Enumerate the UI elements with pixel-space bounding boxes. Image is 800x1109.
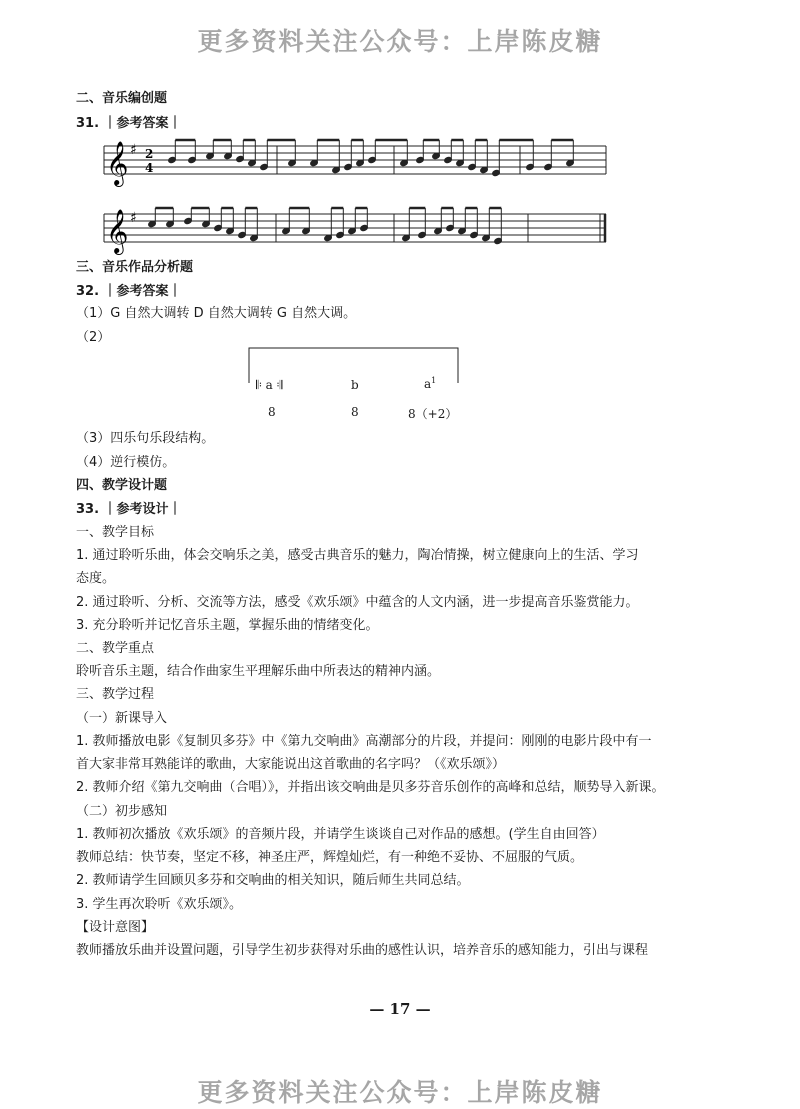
paragraph: 1. 教师初次播放《欢乐颂》的音频片段，并请学生谈谈自己对作品的感想。(学生自由回答）	[76, 827, 605, 842]
form-diagram	[248, 345, 463, 425]
subheading: 三、教学过程	[76, 687, 155, 702]
section-heading: 四、教学设计题	[76, 478, 168, 493]
treble-clef-icon: 𝄞	[106, 141, 129, 185]
subheading: 一、教学目标	[76, 525, 155, 540]
section-heading: 三、音乐作品分析题	[76, 260, 194, 275]
music-staff-2	[100, 200, 610, 260]
paragraph: 2. 教师请学生回顾贝多芬和交响曲的相关知识，随后师生共同总结。	[76, 873, 470, 888]
paragraph: 1. 通过聆听乐曲，体会交响乐之美，感受古典音乐的魅力，陶冶情操，树立健康向上的生活、学习	[76, 548, 639, 563]
repeat-section-label: 𝄆 a 𝄇	[256, 378, 283, 392]
question-label: 31. ｜参考答案｜	[76, 116, 182, 131]
sharp-icon: ♯	[130, 210, 137, 226]
svg-text:4: 4	[145, 161, 154, 175]
question-label: 33. ｜参考设计｜	[76, 502, 182, 517]
answer-line: （1）G 自然大调转 D 自然大调转 G 自然大调。	[76, 306, 357, 321]
paragraph: 聆听音乐主题，结合作曲家生平理解乐曲中所表达的精神内涵。	[76, 664, 441, 679]
paragraph: 2. 通过聆听、分析、交流等方法，感受《欢乐颂》中蕴含的人文内涵，进一步提高音乐鉴赏能力。	[76, 595, 639, 610]
subheading: （二）初步感知	[76, 804, 168, 819]
treble-clef-icon: 𝄞	[106, 209, 129, 253]
paragraph: 首大家非常耳熟能详的歌曲，大家能说出这首歌曲的名字吗？（《欢乐颂》）	[76, 757, 506, 772]
paragraph: 态度。	[76, 571, 116, 586]
subheading: 【设计意图】	[76, 920, 155, 935]
section-a1-label: $a^1$	[424, 376, 437, 391]
paragraph: 教师播放乐曲并设置问题，引导学生初步获得对乐曲的感性认识，培养音乐的感知能力，引出与课程	[76, 943, 649, 958]
question-label: 32. ｜参考答案｜	[76, 284, 182, 299]
answer-line: （4）逆行模仿。	[76, 455, 176, 470]
svg-text:2: 2	[145, 147, 154, 161]
paragraph: 3. 充分聆听并记忆音乐主题，掌握乐曲的情绪变化。	[76, 618, 379, 633]
sharp-icon: ♯	[130, 142, 137, 158]
page-number: — 17 —	[369, 1000, 431, 1018]
section-b-label: b	[351, 378, 359, 392]
subheading: 二、教学重点	[76, 641, 155, 656]
bar-count: 8（+2）	[408, 407, 458, 421]
answer-line: （2）	[76, 330, 111, 345]
answer-line: （3）四乐句乐段结构。	[76, 431, 215, 446]
watermark-top: 更多资料关注公众号：上岸陈皮糖	[197, 27, 603, 56]
section-heading: 二、音乐编创题	[76, 91, 168, 106]
paragraph: 1. 教师播放电影《复制贝多芬》中《第九交响曲》高潮部分的片段，并提问：刚刚的电影片段中有一	[76, 734, 652, 749]
watermark-bottom: 更多资料关注公众号：上岸陈皮糖	[197, 1078, 603, 1107]
bar-count: 8	[268, 405, 276, 419]
bar-count: 8	[351, 405, 359, 419]
paragraph: 3. 学生再次聆听《欢乐颂》。	[76, 897, 243, 912]
paragraph: 教师总结：快节奏，坚定不移，神圣庄严，辉煌灿烂，有一种绝不妥协、不屈服的气质。	[76, 850, 584, 865]
paragraph: 2. 教师介绍《第九交响曲（合唱）》，并指出该交响曲是贝多芬音乐创作的高峰和总结，顺势导入新课。	[76, 780, 665, 795]
subheading: （一）新课导入	[76, 711, 168, 726]
music-staff-1	[100, 132, 610, 192]
